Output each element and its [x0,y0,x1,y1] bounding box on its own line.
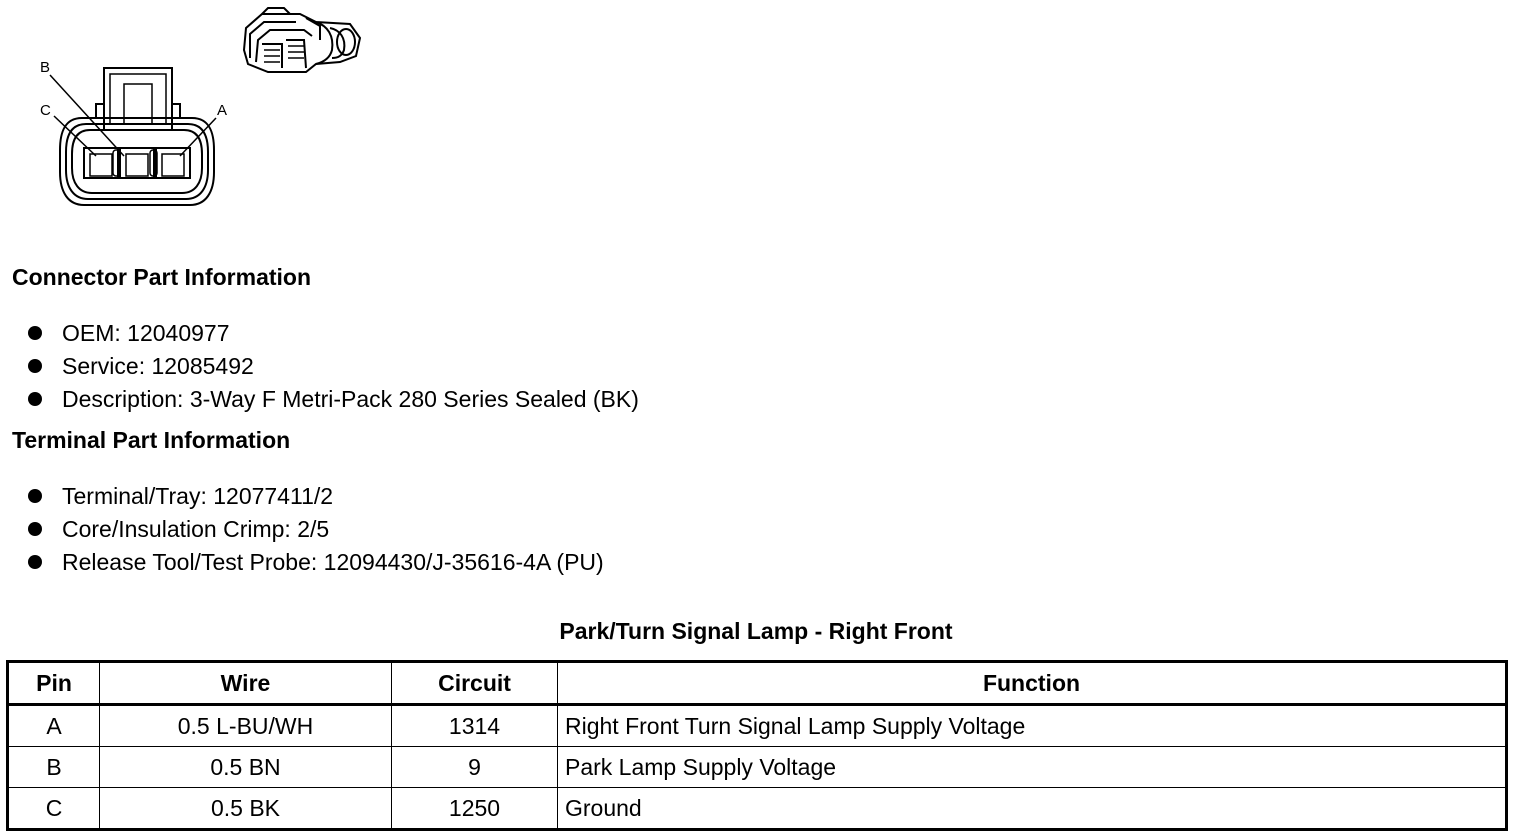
connector-diagram [0,0,380,220]
table-row [8,747,1507,788]
header-function: Function [558,662,1507,705]
cell-wire: 0.5 BN [100,747,392,788]
connector-illustration [0,0,380,220]
pinout-table [6,660,1508,831]
connector-part-information-list [28,320,639,419]
bullet-icon [28,326,42,340]
cell-function: Park Lamp Supply Voltage [558,747,1507,788]
list-item [28,320,639,353]
terminal-part-information-heading: Terminal Part Information [12,427,291,453]
cell-function: Right Front Turn Signal Lamp Supply Voltage [558,705,1507,747]
list-item [28,516,604,549]
pin-label-a: A [217,102,228,119]
release-tool-test-probe: Release Tool/Test Probe: 12094430/J-35616-4A (PU) [62,549,604,575]
list-item [28,386,639,419]
core-insulation-crimp: Core/Insulation Crimp: 2/5 [62,516,330,542]
list-item [28,353,639,386]
service-part-number: Service: 12085492 [62,353,254,379]
table-row [8,788,1507,830]
header-pin: Pin [8,662,100,705]
bullet-icon [28,522,42,536]
terminal-part-information-list [28,483,604,582]
cell-circuit: 1314 [392,705,558,747]
bullet-icon [28,489,42,503]
table-header-row [8,662,1507,705]
pin-label-c: C [40,102,51,119]
cell-pin: B [8,747,100,788]
table-row [8,705,1507,747]
list-item [28,483,604,516]
header-circuit: Circuit [392,662,558,705]
connector-isometric-view [244,8,360,72]
bullet-icon [28,392,42,406]
pin-label-b: B [40,59,51,76]
header-wire: Wire [100,662,392,705]
list-item [28,549,604,582]
table-title: Park/Turn Signal Lamp - Right Front [559,618,953,644]
cell-circuit: 1250 [392,788,558,830]
connector-part-information-heading: Connector Part Information [12,264,312,290]
bullet-icon [28,359,42,373]
connector-face-view [50,68,216,205]
bullet-icon [28,555,42,569]
oem-part-number: OEM: 12040977 [62,320,230,346]
cell-wire: 0.5 BK [100,788,392,830]
cell-circuit: 9 [392,747,558,788]
connector-description: Description: 3-Way F Metri-Pack 280 Series Sealed (BK) [62,386,639,412]
terminal-tray: Terminal/Tray: 12077411/2 [62,483,334,509]
cell-function: Ground [558,788,1507,830]
cell-pin: A [8,705,100,747]
cell-pin: C [8,788,100,830]
cell-wire: 0.5 L-BU/WH [100,705,392,747]
